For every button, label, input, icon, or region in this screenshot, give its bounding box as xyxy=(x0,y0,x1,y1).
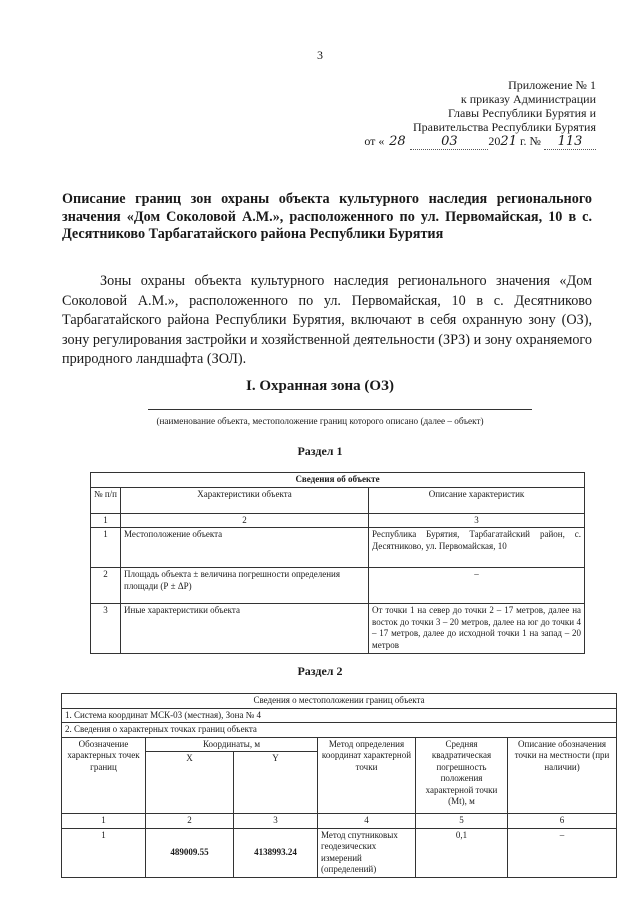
col-number: 1 xyxy=(91,513,121,528)
object-name-caption: (наименование объекта, местоположение границ которого описано (далее – объект) xyxy=(156,416,484,426)
header-characteristic: Характеристики объекта xyxy=(121,487,369,513)
col-number: 5 xyxy=(416,814,508,829)
point-y: 4138993.24 xyxy=(234,828,318,877)
row-characteristic: Местоположение объекта xyxy=(121,528,369,568)
col-number: 6 xyxy=(508,814,617,829)
header-point-description: Описание обозначения точки на местности (при наличии) xyxy=(508,737,617,814)
header-error: Средняя квадратическая погрешность положения характерной точки (Mt), м xyxy=(416,737,508,814)
object-info-table xyxy=(90,472,585,654)
table-row xyxy=(91,604,585,654)
point-description: – xyxy=(508,828,617,877)
row-description: – xyxy=(369,568,585,604)
row-description: Республика Бурятия, Тарбагатайский район, с. Десятниково, ул. Первомайская, 10 xyxy=(369,528,585,568)
header-number: № п/п xyxy=(91,487,121,513)
row-characteristic: Иные характеристики объекта xyxy=(121,604,369,654)
date-prefix: от « xyxy=(364,134,385,148)
coordinate-system-line: 1. Система координат МСК-03 (местная), Зона № 4 xyxy=(62,708,617,723)
appendix-line-1: Приложение № 1 xyxy=(508,78,596,92)
appendix-line-2: к приказу Администрации xyxy=(460,92,596,106)
header-y: Y xyxy=(234,752,318,814)
appendix-line-4: Правительства Республики Бурятия xyxy=(412,120,596,134)
document-title: Описание границ зон охраны объекта культурного наследия регионального значения «Дом Соколовой А.М.», расположенного по ул. Первомайская, 10 в с. Десятниково Тарбагатайского района Республики Бурятия xyxy=(62,191,592,242)
point-designation: 1 xyxy=(62,828,146,877)
row-number: 3 xyxy=(91,604,121,654)
col-number: 3 xyxy=(369,513,585,528)
appendix-header xyxy=(364,78,596,150)
date-month: 03 xyxy=(410,135,488,150)
object-info-table-title: Сведения об объекте xyxy=(91,473,585,488)
razdel-2-heading: Раздел 2 xyxy=(297,664,343,678)
col-number: 2 xyxy=(146,814,234,829)
boundary-points-table xyxy=(61,693,617,878)
point-x: 489009.55 xyxy=(146,828,234,877)
point-method: Метод спутниковых геодезических измерений (определений) xyxy=(318,828,416,877)
header-designation: Обозначение характерных точек границ xyxy=(62,737,146,814)
date-day: 28 xyxy=(389,134,406,149)
row-characteristic: Площадь объекта ± величина погрешности определения площади (Р ± ΔР) xyxy=(121,568,369,604)
header-x: X xyxy=(146,752,234,814)
header-coords: Координаты, м xyxy=(146,737,318,752)
col-number: 3 xyxy=(234,814,318,829)
row-number: 2 xyxy=(91,568,121,604)
point-error: 0,1 xyxy=(416,828,508,877)
section-1-heading: I. Охранная зона (ОЗ) xyxy=(246,378,394,394)
date-mid: г. № xyxy=(516,134,544,148)
doc-number: 113 xyxy=(544,135,596,150)
intro-paragraph: Зоны охраны объекта культурного наследия регионального значения «Дом Соколовой А.М.», расположенного по ул. Первомайская, 10 в с. Десятниково Тарбагатайского района Республики Бурятия, включают в себя охранную зону (ОЗ), зону регулирования застройки и хозяйственной деятельности (ЗРЗ) и зону охраняемого природного ландшафта (ЗОЛ). xyxy=(62,273,592,367)
header-method: Метод определения координат характерной точки xyxy=(318,737,416,814)
date-year-prefix: 20 xyxy=(488,134,501,148)
order-date-line xyxy=(364,134,596,150)
date-year-suffix: 21 xyxy=(500,134,517,149)
row-number: 1 xyxy=(91,528,121,568)
points-info-line: 2. Сведения о характерных точках границ объекта xyxy=(62,723,617,738)
page-number: 3 xyxy=(317,48,323,62)
table-row xyxy=(62,828,617,877)
col-number: 2 xyxy=(121,513,369,528)
table-row xyxy=(91,528,585,568)
razdel-1-heading: Раздел 1 xyxy=(297,444,343,458)
object-name-line xyxy=(148,409,532,410)
col-number: 4 xyxy=(318,814,416,829)
row-description: От точки 1 на север до точки 2 – 17 метров, далее на восток до точки 3 – 20 метров, далее на юг до точки 4 – 17 метров, далее до исходной точки 1 на запад – 20 метров xyxy=(369,604,585,654)
col-number: 1 xyxy=(62,814,146,829)
boundary-table-title: Сведения о местоположении границ объекта xyxy=(62,694,617,709)
header-description: Описание характеристик xyxy=(369,487,585,513)
appendix-line-3: Главы Республики Бурятия и xyxy=(448,106,596,120)
table-row xyxy=(91,568,585,604)
